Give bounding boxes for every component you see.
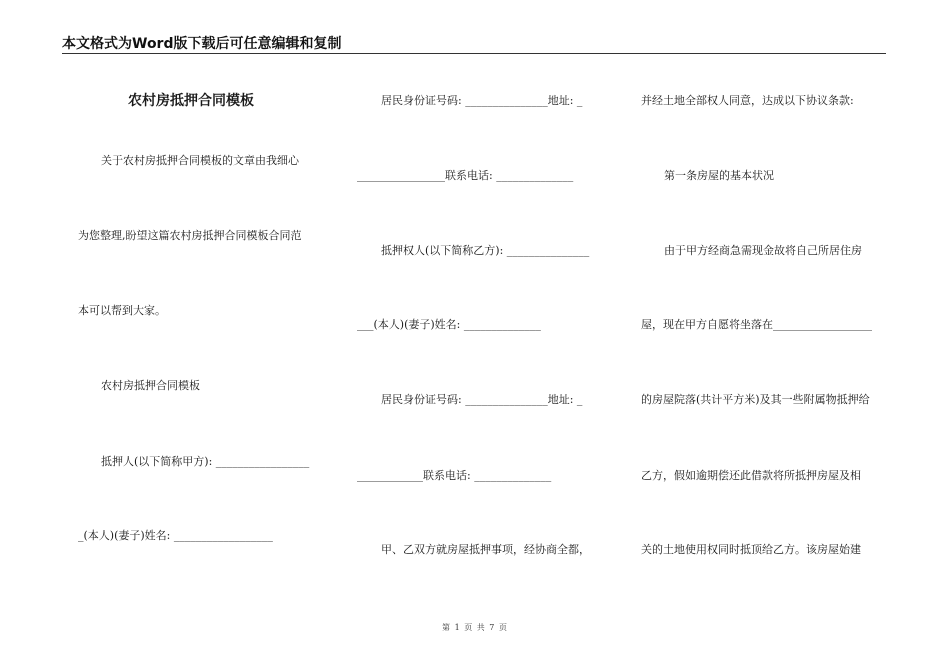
paragraph-line: 的房屋院落(共计平方米)及其一些附属物抵押给 (641, 393, 870, 406)
paragraph-line: 乙方，假如逾期偿还此借款将所抵押房屋及相 (641, 469, 861, 482)
paragraph-line: 农村房抵押合同模板 (101, 379, 200, 392)
document-title: 农村房抵押合同模板 (128, 93, 254, 109)
paragraph-line: 屋，现在甲方自愿将坐落在__________________ (641, 318, 872, 331)
paragraph-line: 甲、乙双方就房屋抵押事项，经协商全都， (381, 543, 590, 556)
paragraph-line: 由于甲方经商急需现金故将自己所居住房 (664, 244, 862, 257)
paragraph-line: 抵押人(以下简称甲方): _________________ (101, 455, 310, 468)
paragraph-line: 第一条房屋的基本状况 (664, 169, 774, 182)
page-number: 第 1 页 共 7 页 (442, 623, 508, 632)
paragraph-line: 并经土地全部权人同意，达成以下协议条款: (641, 94, 854, 107)
paragraph-line: 为您整理,盼望这篇农村房抵押合同模板合同范 (78, 229, 302, 242)
paragraph-line: ________________联系电话: ______________ (357, 169, 574, 182)
paragraph-line: 居民身份证号码: _______________地址: _ (381, 94, 583, 107)
paragraph-line: ___(本人)(妻子)姓名: ______________ (357, 318, 541, 331)
document-header (62, 33, 886, 54)
paragraph-line: 本可以帮到大家。 (78, 304, 166, 317)
paragraph-line: ____________联系电话: ______________ (357, 469, 552, 482)
paragraph-line: _(本人)(妻子)姓名: __________________ (78, 529, 273, 542)
paragraph-line: 关于农村房抵押合同模板的文章由我细心 (101, 154, 299, 167)
header-title: 本文格式为Word版下载后可任意编辑和复制 (62, 36, 342, 52)
paragraph-line: 关的土地使用权同时抵顶给乙方。该房屋始建 (641, 543, 861, 556)
paragraph-line: 抵押权人(以下简称乙方): _______________ (381, 244, 590, 257)
paragraph-line: 居民身份证号码: _______________地址: _ (381, 393, 583, 406)
